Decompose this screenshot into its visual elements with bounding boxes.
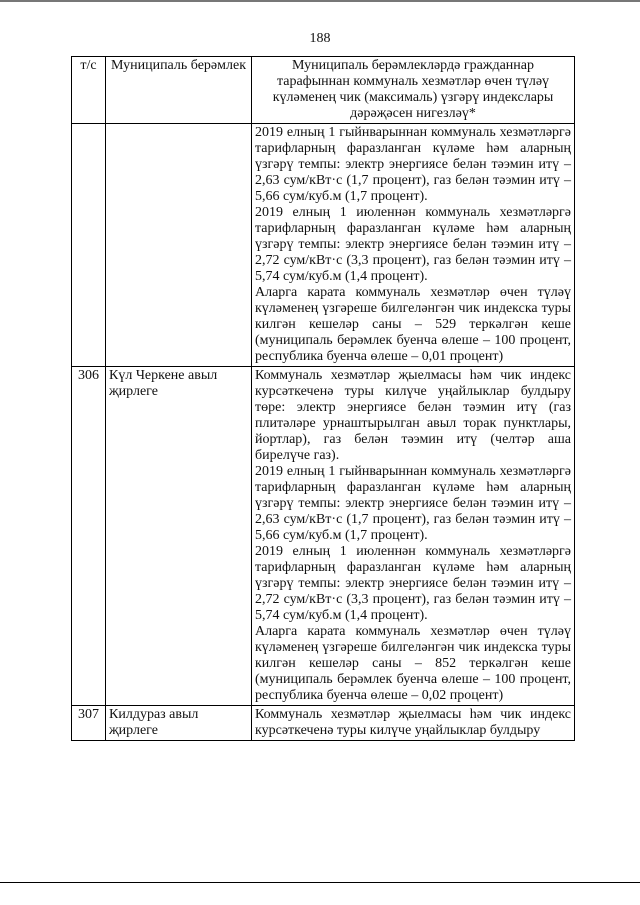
row-municipality	[106, 124, 252, 367]
bottom-rule	[0, 882, 640, 883]
row-number: 306	[72, 367, 106, 706]
table-row	[72, 706, 575, 741]
paragraph: Коммуналь хезмәтләр җыелмасы һәм чик индекс курсәткеченә туры килүче уңайлыклар булдыру	[255, 707, 571, 738]
row-justification	[252, 706, 575, 741]
header-justification: Муниципаль берәмлекләрдә гражданнар тарафыннан коммуналь хезмәтләр өчен түләү күләменең чик (максималь) үзгәрү индекслары дәрәҗәсен нигезләү*	[252, 57, 575, 124]
paragraph: 2019 елның 1 июленнән коммуналь хезмәтләргә тарифларның фаразланган күләме һәм аларның үзгәрү темпы: электр энергиясе белән тәэмин итү – 2,72 сум/кВт·с (3,3 процент), газ белән тәэмин итү – 5,74 сум/куб.м (1,4 процент).	[255, 544, 571, 623]
row-municipality: Килдураз авыл җирлеге	[106, 706, 252, 741]
row-number	[72, 124, 106, 367]
paragraph: Коммуналь хезмәтләр җыелмасы һәм чик индекс курсәткеченә туры килүче уңайлыклар булдыру төре: электр энергиясе белән тәэмин итү (газ плитәләре урнаштырылган авыл торак пунктлары, йортлар), газ белән тәэмин итү (челтәр аша бирелүче газ).	[255, 368, 571, 463]
tariff-table	[71, 56, 575, 741]
scan-edge	[0, 0, 640, 2]
paragraph: Аларга карата коммуналь хезмәтләр өчен түләү күләменең үзгәреше билгеләнгән чик индекска туры килгән кешеләр саны – 529 теркәлгән кеше (муниципаль берәмлек буенча өлеше – 100 процент, республика буенча өлеше – 0,01 процент)	[255, 285, 571, 364]
table-header-row	[72, 57, 575, 124]
header-municipality: Муниципаль берәмлек	[106, 57, 252, 124]
table-row	[72, 124, 575, 367]
paragraph: 2019 елның 1 гыйнварыннан коммуналь хезмәтләргә тарифларның фаразланган күләме һәм аларның үзгәрү темпы: электр энергиясе белән тәэмин итү – 2,63 сум/кВт·с (1,7 процент), газ белән тәэмин итү – 5,66 сум/куб.м (1,7 процент).	[255, 464, 571, 543]
page-number: 188	[309, 31, 331, 46]
row-justification	[252, 124, 575, 367]
paragraph: 2019 елның 1 июленнән коммуналь хезмәтләргә тарифларның фаразланган күләме һәм аларның үзгәрү темпы: электр энергиясе белән тәэмин итү – 2,72 сум/кВт·с (3,3 процент), газ белән тәэмин итү – 5,74 сум/куб.м (1,4 процент).	[255, 205, 571, 284]
paragraph: Аларга карата коммуналь хезмәтләр өчен түләү күләменең үзгәреше билгеләнгән чик индекска туры килгән кешеләр саны – 852 теркәлгән кеше (муниципаль берәмлек буенча өлеше – 100 процент, республика буенча өлеше – 0,02 процент)	[255, 624, 571, 703]
table-row	[72, 367, 575, 706]
row-municipality: Күл Черкене авыл җирлеге	[106, 367, 252, 706]
row-number: 307	[72, 706, 106, 741]
row-justification	[252, 367, 575, 706]
header-number: т/с	[72, 57, 106, 124]
paragraph: 2019 елның 1 гыйнварыннан коммуналь хезмәтләргә тарифларның фаразланган күләме һәм аларның үзгәрү темпы: электр энергиясе белән тәэмин итү – 2,63 сум/кВт·с (1,7 процент), газ белән тәэмин итү – 5,66 сум/куб.м (1,7 процент).	[255, 125, 571, 204]
